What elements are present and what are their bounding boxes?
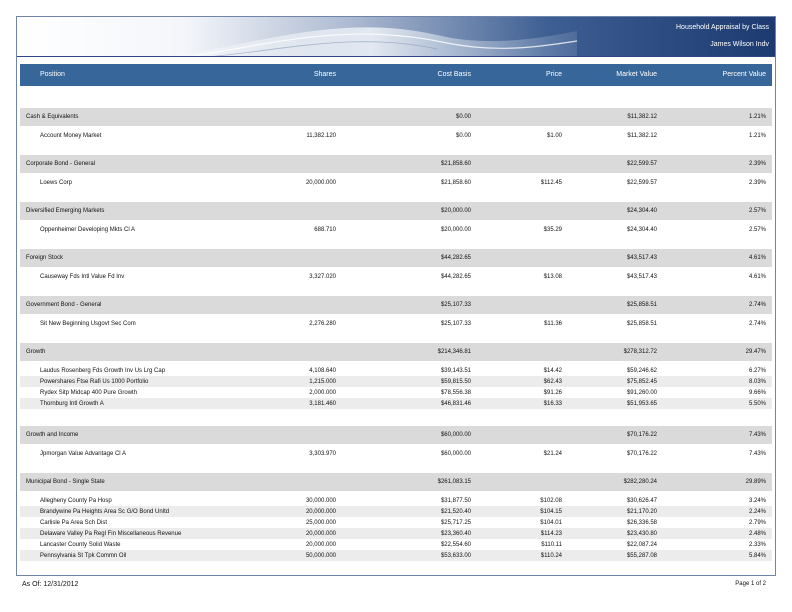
holding-percent-value: 5.84% — [748, 553, 766, 559]
holding-market-value: $55,287.08 — [626, 553, 657, 559]
col-cost-basis-header: Cost Basis — [437, 71, 471, 78]
holding-percent-value: 6.27% — [748, 368, 766, 374]
holding-position: Sit New Beginning Usgovt Sec Com — [40, 321, 136, 327]
holding-price: $114.23 — [540, 531, 562, 537]
holding-shares: 50,000.000 — [305, 553, 336, 559]
holding-market-value: $91,260.00 — [626, 390, 657, 396]
category-cost-basis: $214,346.81 — [437, 349, 471, 355]
category-cost-basis: $44,282.65 — [440, 255, 471, 261]
holding-cost-basis: $44,282.65 — [440, 274, 471, 280]
category-row — [20, 296, 772, 314]
holding-market-value: $25,858.51 — [626, 321, 657, 327]
holding-position: Delaware Valley Pa Regl Fin Miscellaneous Revenue — [40, 531, 182, 537]
holding-price: $11.36 — [544, 321, 562, 327]
holding-price: $110.24 — [540, 553, 562, 559]
category-row — [20, 108, 772, 126]
category-percent-value: 29.89% — [745, 479, 766, 485]
table-row — [20, 318, 772, 329]
holding-shares: 20,000.000 — [305, 180, 336, 186]
category-cost-basis: $60,000.00 — [440, 432, 471, 438]
category-name: Growth and Income — [26, 432, 79, 438]
category-row — [20, 202, 772, 220]
holding-market-value: $23,430.80 — [626, 531, 657, 537]
holding-cost-basis: $60,000.00 — [440, 451, 471, 457]
holding-shares: 20,000.000 — [305, 542, 336, 548]
category-name: Growth — [26, 349, 46, 355]
holding-market-value: $30,626.47 — [626, 498, 657, 504]
holding-price: $91.26 — [543, 390, 562, 396]
category-percent-value: 2.57% — [748, 208, 766, 214]
holding-cost-basis: $53,633.00 — [440, 553, 471, 559]
holding-position: Pennsylvania St Tpk Commn Oil — [40, 553, 127, 559]
holding-market-value: $75,852.45 — [626, 379, 657, 385]
holding-price: $104.01 — [540, 520, 562, 526]
holding-market-value: $43,517.43 — [626, 274, 657, 280]
holding-position: Causeway Fds Intl Value Fd Inv — [40, 274, 125, 280]
holding-position: Brandywine Pa Heights Area Sc G/O Bond Unltd — [40, 509, 170, 515]
holding-shares: 30,000.000 — [305, 498, 336, 504]
col-market-value-header: Market Value — [616, 71, 657, 78]
holding-percent-value: 2.79% — [748, 520, 766, 526]
table-row — [20, 517, 772, 528]
group-spacer — [20, 409, 772, 426]
category-name: Government Bond - General — [26, 302, 102, 308]
holdings-table — [20, 86, 772, 561]
holding-shares: 3,181.460 — [309, 401, 336, 407]
holding-shares: 4,108.640 — [309, 368, 336, 374]
holding-price: $110.11 — [541, 542, 562, 548]
holding-percent-value: 2.24% — [748, 509, 766, 515]
table-row — [20, 448, 772, 459]
table-row — [20, 130, 772, 141]
holding-position: Powershares Ftse Rafi Us 1000 Portfolio — [40, 379, 149, 385]
holding-cost-basis: $25,717.25 — [440, 520, 471, 526]
holding-cost-basis: $31,877.50 — [440, 498, 471, 504]
as-of-date: As Of: 12/31/2012 — [22, 581, 79, 588]
col-price-header: Price — [546, 71, 562, 78]
category-market-value: $22,599.57 — [626, 161, 657, 167]
holding-position: Jpmorgan Value Advantage Cl A — [40, 451, 126, 457]
holding-cost-basis: $21,858.60 — [440, 180, 471, 186]
category-name: Municipal Bond - Single State — [26, 479, 105, 485]
holding-shares: 3,303.970 — [309, 451, 336, 457]
category-row — [20, 426, 772, 444]
holding-cost-basis: $0.00 — [455, 133, 471, 139]
table-row — [20, 376, 772, 387]
category-percent-value: 7.43% — [748, 432, 766, 438]
report-frame — [16, 16, 776, 576]
table-row — [20, 398, 772, 409]
table-row — [20, 177, 772, 188]
holding-shares: 688.710 — [314, 227, 336, 233]
report-banner — [17, 17, 775, 57]
holding-price: $21.24 — [543, 451, 562, 457]
category-name: Corporate Bond - General — [26, 161, 96, 167]
holding-position: Carlisle Pa Area Sch Dist — [40, 520, 108, 526]
group-spacer — [20, 329, 772, 343]
holding-shares: 2,276.280 — [309, 321, 336, 327]
holding-position: Laudus Rosenberg Fds Growth Inv Us Lrg Cap — [40, 368, 166, 374]
holding-percent-value: 1.21% — [748, 133, 766, 139]
col-percent-value-header: Percent Value — [722, 71, 766, 78]
holding-percent-value: 7.43% — [748, 451, 766, 457]
table-row — [20, 271, 772, 282]
holding-price: $1.00 — [546, 133, 562, 139]
holding-cost-basis: $20,000.00 — [440, 227, 471, 233]
holding-price: $14.42 — [543, 368, 562, 374]
holding-cost-basis: $21,520.40 — [440, 509, 471, 515]
table-row — [20, 224, 772, 235]
group-spacer — [20, 282, 772, 296]
holding-shares: 2,000.000 — [309, 390, 336, 396]
holding-cost-basis: $25,107.33 — [440, 321, 471, 327]
holding-position: Rydex Sitp Midcap 400 Pure Growth — [40, 390, 138, 396]
holding-price: $35.29 — [543, 227, 562, 233]
category-market-value: $278,312.72 — [623, 349, 657, 355]
category-cost-basis: $25,107.33 — [440, 302, 471, 308]
category-percent-value: 2.39% — [748, 161, 766, 167]
holding-cost-basis: $59,815.50 — [440, 379, 471, 385]
table-row — [20, 539, 772, 550]
category-row — [20, 343, 772, 361]
category-cost-basis: $20,000.00 — [440, 208, 471, 214]
category-row — [20, 155, 772, 173]
holding-shares: 25,000.000 — [305, 520, 336, 526]
table-row — [20, 495, 772, 506]
category-name: Diversified Emerging Markets — [26, 208, 105, 214]
category-percent-value: 2.74% — [748, 302, 766, 308]
holding-price: $104.15 — [540, 509, 562, 515]
table-spacer — [20, 86, 772, 108]
holding-market-value: $70,176.22 — [626, 451, 657, 457]
page-number: Page 1 of 2 — [735, 581, 766, 587]
holding-market-value: $26,336.58 — [626, 520, 657, 526]
holding-price: $13.08 — [543, 274, 562, 280]
category-market-value: $25,858.51 — [626, 302, 657, 308]
holding-price: $102.08 — [540, 498, 562, 504]
category-row — [20, 473, 772, 491]
holding-cost-basis: $22,554.60 — [440, 542, 471, 548]
holding-shares: 11,382.120 — [306, 133, 336, 139]
holding-percent-value: 8.03% — [748, 379, 766, 385]
holding-position: Allegheny County Pa Hosp — [40, 498, 112, 504]
category-market-value: $282,280.24 — [623, 479, 657, 485]
table-row — [20, 387, 772, 398]
group-spacer — [20, 141, 772, 155]
holding-percent-value: 2.74% — [748, 321, 766, 327]
category-name: Foreign Stock — [26, 255, 64, 261]
holding-position: Oppenheimer Developing Mkts Cl A — [40, 227, 136, 233]
holding-percent-value: 4.61% — [748, 274, 766, 280]
table-row — [20, 550, 772, 561]
holding-shares: 20,000.000 — [305, 531, 336, 537]
category-percent-value: 29.47% — [745, 349, 766, 355]
category-cost-basis: $21,858.60 — [440, 161, 471, 167]
holding-market-value: $59,246.62 — [626, 368, 657, 374]
holding-percent-value: 2.57% — [748, 227, 766, 233]
holding-market-value: $24,304.40 — [626, 227, 657, 233]
holding-position: Lancaster County Solid Waste — [40, 542, 121, 548]
holding-market-value: $51,953.65 — [626, 401, 657, 407]
client-name: James Wilson Indv — [710, 41, 769, 48]
group-spacer — [20, 188, 772, 202]
holding-shares: 1,215.000 — [309, 379, 336, 385]
banner-swoosh-graphic — [17, 17, 775, 57]
table-row — [20, 528, 772, 539]
group-spacer — [20, 235, 772, 249]
category-row — [20, 249, 772, 267]
col-position-header: Position — [40, 71, 65, 78]
holding-cost-basis: $39,143.51 — [440, 368, 471, 374]
category-name: Cash & Equivalents — [26, 114, 79, 120]
table-row — [20, 365, 772, 376]
holding-cost-basis: $23,360.40 — [440, 531, 471, 537]
report-title: Household Appraisal by Class — [676, 24, 769, 31]
holding-position: Thornburg Intl Growth A — [40, 401, 104, 407]
holding-price: $62.43 — [543, 379, 562, 385]
category-market-value: $70,176.22 — [626, 432, 657, 438]
holding-price: $112.45 — [540, 180, 562, 186]
holding-market-value: $11,382.12 — [627, 133, 657, 139]
holding-cost-basis: $46,831.46 — [440, 401, 471, 407]
col-shares-header: Shares — [313, 71, 336, 78]
holding-percent-value: 3.24% — [748, 498, 766, 504]
holding-cost-basis: $78,556.38 — [440, 390, 471, 396]
category-percent-value: 1.21% — [748, 114, 766, 120]
holding-position: Loews Corp — [40, 180, 73, 186]
holding-percent-value: 5.50% — [748, 401, 766, 407]
group-spacer — [20, 459, 772, 473]
category-percent-value: 4.61% — [748, 255, 766, 261]
holding-percent-value: 2.33% — [748, 542, 766, 548]
holding-market-value: $22,087.24 — [626, 542, 657, 548]
table-row — [20, 506, 772, 517]
holding-percent-value: 2.39% — [748, 180, 766, 186]
holding-market-value: $21,170.20 — [626, 509, 657, 515]
holding-shares: 3,327.020 — [309, 274, 336, 280]
table-header — [20, 64, 772, 86]
holding-percent-value: 2.48% — [748, 531, 766, 537]
category-cost-basis: $261,083.15 — [437, 479, 471, 485]
holding-percent-value: 9.66% — [748, 390, 766, 396]
holding-price: $16.33 — [543, 401, 562, 407]
category-market-value: $11,382.12 — [627, 114, 657, 120]
category-market-value: $24,304.40 — [626, 208, 657, 214]
holding-shares: 20,000.000 — [305, 509, 336, 515]
category-cost-basis: $0.00 — [455, 114, 471, 120]
category-market-value: $43,517.43 — [626, 255, 657, 261]
holding-market-value: $22,599.57 — [626, 180, 657, 186]
holding-position: Account Money Market — [40, 133, 102, 139]
